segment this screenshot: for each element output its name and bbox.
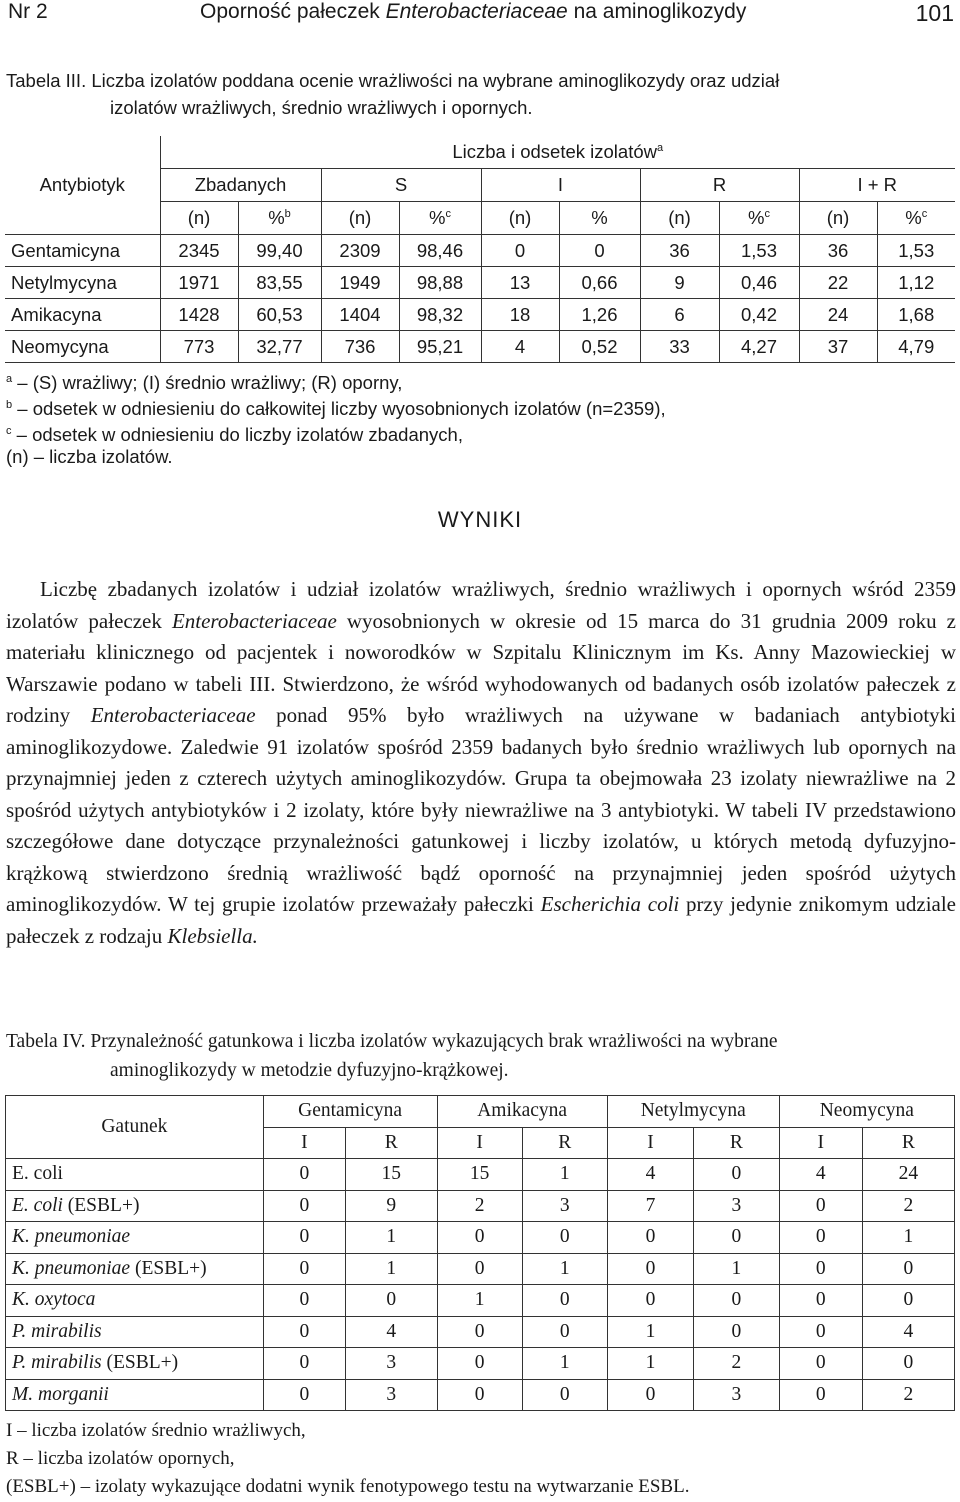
table3-subheader bbox=[399, 202, 481, 235]
table-cell: 0 bbox=[694, 1159, 780, 1191]
table3-caption-line2: izolatów wrażliwych, średnio wrażliwych i opornych. bbox=[110, 97, 533, 118]
table4-caption-line2: aminoglikozydy w metodzie dyfuzyjno-krążkowej. bbox=[110, 1060, 509, 1081]
table-row bbox=[6, 1190, 955, 1222]
table-cell: 4 bbox=[779, 1159, 862, 1191]
table-cell: 2345 bbox=[160, 235, 238, 267]
table-cell: 0 bbox=[437, 1316, 522, 1348]
footnote-text: (n) – liczba izolatów. bbox=[6, 446, 173, 467]
results-italic: Enterobacteriaceae bbox=[171, 608, 337, 633]
table4-antibiotic-header: Gentamicyna bbox=[263, 1096, 437, 1128]
table3-col-group: R bbox=[640, 169, 799, 202]
results-text: ponad 95% było wrażliwych na używane w badaniach antybiotyki aminoglikozydowe. Zaledwie 91 izolatów spośród 2359 badanych było średnio wrażliwych lub opornych na przynajmniej jeden z czterech użytych aminoglikozydów. Grupa ta obejmowała 23 izolaty niewrażliwe na 2 spośród użytych antybiotyków i 2 izolaty, które były niewrażliwe na 3 antybiotyki. W tabeli IV przedstawiono szczegółowe dane dotyczące przynależności gatunkowej i liczby izolatów, u których metodą dyfuzyjno-krążkową stwierdzono średnią wrażliwość bądź oporność na przynajmniej jeden spośród użytych aminoglikozydów. W tej grupie izolatów przeważały pałeczki bbox=[6, 703, 956, 916]
running-title-prefix: Oporność pałeczek bbox=[200, 0, 386, 23]
table-cell: 1949 bbox=[321, 267, 399, 299]
table3-subheader-text: % bbox=[268, 207, 285, 228]
table-cell: 1,53 bbox=[877, 235, 955, 267]
species-name bbox=[6, 1190, 264, 1222]
table-row bbox=[6, 1285, 955, 1317]
table-row bbox=[6, 1348, 955, 1380]
row-label: Neomycyna bbox=[5, 331, 160, 363]
table-cell: 0 bbox=[607, 1253, 693, 1285]
table-cell: 0 bbox=[263, 1190, 345, 1222]
table-cell: 33 bbox=[640, 331, 719, 363]
species-name bbox=[6, 1222, 264, 1254]
table-cell: 4,79 bbox=[877, 331, 955, 363]
footnote: (ESBL+) – izolaty wykazujące dodatni wynik fenotypowego testu na wytwarzanie ESBL. bbox=[6, 1476, 690, 1497]
table-cell: 0 bbox=[862, 1253, 954, 1285]
results-body bbox=[6, 574, 956, 952]
table-cell: 1,68 bbox=[877, 299, 955, 331]
species-italic: E. coli bbox=[12, 1194, 63, 1216]
footnote bbox=[6, 444, 173, 470]
table-cell: 3 bbox=[694, 1190, 780, 1222]
table-cell: 4 bbox=[607, 1159, 693, 1191]
species-italic: P. mirabilis bbox=[12, 1320, 102, 1342]
table-row bbox=[6, 1159, 955, 1191]
table3-subheader-text: (n) bbox=[348, 207, 372, 228]
footnote-marker: a bbox=[6, 373, 13, 385]
table4-ir-header: I bbox=[779, 1127, 862, 1159]
row-label: Netylmycyna bbox=[5, 267, 160, 299]
table-cell: 0 bbox=[559, 235, 640, 267]
table-cell: 0 bbox=[263, 1222, 345, 1254]
running-header bbox=[0, 0, 960, 28]
section-heading: WYNIKI bbox=[437, 507, 523, 532]
table3-subheader bbox=[160, 202, 238, 235]
table4-ir-header: R bbox=[862, 1127, 954, 1159]
table3-subheader-text: (n) bbox=[187, 207, 211, 228]
table-cell: 13 bbox=[481, 267, 559, 299]
table4-ir-header: I bbox=[263, 1127, 345, 1159]
table3-subheader-sup: b bbox=[284, 208, 291, 220]
table-cell: 0 bbox=[694, 1316, 780, 1348]
table-cell: 0 bbox=[522, 1316, 607, 1348]
table-cell: 98,32 bbox=[399, 299, 481, 331]
table-cell: 1 bbox=[522, 1348, 607, 1380]
table-cell: 3 bbox=[522, 1190, 607, 1222]
table-cell: 98,88 bbox=[399, 267, 481, 299]
species-italic: K. oxytoca bbox=[12, 1289, 96, 1311]
table-cell: 1,12 bbox=[877, 267, 955, 299]
table3-caption bbox=[6, 67, 956, 121]
footnote-text: – odsetek w odniesieniu do całkowitej liczby wyosobnionych izolatów (n=2359), bbox=[12, 398, 666, 419]
table3-subheader bbox=[481, 202, 559, 235]
table-cell: 0 bbox=[437, 1379, 522, 1411]
table-cell: 3 bbox=[346, 1348, 437, 1380]
table-cell: 36 bbox=[799, 235, 877, 267]
table4-ir-header: I bbox=[437, 1127, 522, 1159]
table-cell: 0 bbox=[779, 1379, 862, 1411]
table-cell: 0 bbox=[779, 1316, 862, 1348]
species-plain: (ESBL+) bbox=[130, 1257, 207, 1279]
table-cell: 3 bbox=[346, 1379, 437, 1411]
table-cell: 4 bbox=[481, 331, 559, 363]
table-row bbox=[5, 267, 955, 299]
table-cell: 0 bbox=[522, 1379, 607, 1411]
table-cell: 7 bbox=[607, 1190, 693, 1222]
table-cell: 1 bbox=[862, 1222, 954, 1254]
table4-antibiotic-header: Netylmycyna bbox=[607, 1096, 779, 1128]
table-cell: 1404 bbox=[321, 299, 399, 331]
table-cell: 0 bbox=[694, 1222, 780, 1254]
table-cell: 60,53 bbox=[238, 299, 321, 331]
table-cell: 0 bbox=[779, 1285, 862, 1317]
table4-ir-header: R bbox=[522, 1127, 607, 1159]
table4-ir-header: I bbox=[607, 1127, 693, 1159]
table3-col-group: Zbadanych bbox=[160, 169, 321, 202]
results-text: Liczbę zbadanych izolatów i udział izolatów wrażliwych, średnio wrażliwych i opornych wśród 2359 izolatów pałeczek bbox=[6, 577, 956, 633]
table-cell: 0 bbox=[263, 1316, 345, 1348]
table4-caption bbox=[6, 1027, 956, 1085]
species-name bbox=[6, 1285, 264, 1317]
footnote-marker: b bbox=[6, 399, 13, 411]
table4-ir-header: R bbox=[346, 1127, 437, 1159]
results-italic: Klebsiella. bbox=[167, 923, 258, 948]
results-italic: Escherichia coli bbox=[540, 892, 680, 916]
table-cell: 0 bbox=[263, 1348, 345, 1380]
table-cell: 9 bbox=[640, 267, 719, 299]
table-cell: 2 bbox=[437, 1190, 522, 1222]
table4-caption-line1: Przynależność gatunkowa i liczba izolatów wykazujących brak wrażliwości na wybrane bbox=[90, 1031, 778, 1052]
table-cell: 0 bbox=[694, 1285, 780, 1317]
table-cell: 4 bbox=[346, 1316, 437, 1348]
species-plain: (ESBL+) bbox=[62, 1194, 140, 1216]
table-cell: 1 bbox=[522, 1159, 607, 1191]
table3-col-group: I bbox=[481, 169, 640, 202]
table-cell: 1 bbox=[437, 1285, 522, 1317]
table3-subheader-text: % bbox=[748, 207, 765, 228]
table-cell: 736 bbox=[321, 331, 399, 363]
issue-number: Nr 2 bbox=[8, 0, 48, 23]
table-cell: 0 bbox=[481, 235, 559, 267]
running-title bbox=[200, 0, 746, 24]
table-cell: 1971 bbox=[160, 267, 238, 299]
table-cell: 99,40 bbox=[238, 235, 321, 267]
table3-subheader-sup: c bbox=[445, 208, 451, 220]
table3-col-group: S bbox=[321, 169, 481, 202]
table-cell: 2 bbox=[862, 1379, 954, 1411]
table-cell: 0 bbox=[607, 1285, 693, 1317]
running-title-italic: Enterobacteriaceae bbox=[385, 0, 568, 23]
footnote-marker: c bbox=[6, 425, 12, 437]
table3-corner bbox=[5, 136, 160, 169]
row-label: Gentamicyna bbox=[5, 235, 160, 267]
table3-subheader bbox=[559, 202, 640, 235]
table3-subheader-sup: c bbox=[921, 208, 928, 220]
species-name bbox=[6, 1159, 264, 1191]
table-cell: 0 bbox=[263, 1159, 345, 1191]
results-text: przy jedynie znikomym udziale pałeczek z rodzaju bbox=[6, 892, 957, 948]
table-cell: 1428 bbox=[160, 299, 238, 331]
species-italic: K. pneumoniae bbox=[12, 1257, 131, 1279]
species-italic: K. pneumoniae bbox=[12, 1226, 131, 1248]
table-cell: 0 bbox=[346, 1285, 437, 1317]
table-cell: 24 bbox=[862, 1159, 954, 1191]
table-cell: 1,26 bbox=[559, 299, 640, 331]
table-cell: 2 bbox=[862, 1190, 954, 1222]
table3-subheader-text: % bbox=[429, 207, 446, 228]
table3-subheader-text: (n) bbox=[668, 207, 691, 228]
footnote: I – liczba izolatów średnio wrażliwych, bbox=[6, 1420, 306, 1441]
table-cell: 0,66 bbox=[559, 267, 640, 299]
table3-subheader bbox=[321, 202, 399, 235]
results-paragraph bbox=[6, 574, 956, 952]
table-cell: 0 bbox=[522, 1285, 607, 1317]
table3-subheader-text: (n) bbox=[508, 207, 532, 228]
table3-subheader bbox=[640, 202, 719, 235]
table-cell: 15 bbox=[346, 1159, 437, 1191]
table-cell: 1,53 bbox=[719, 235, 799, 267]
table-cell: 0 bbox=[522, 1222, 607, 1254]
footnote: R – liczba izolatów opornych, bbox=[6, 1448, 235, 1469]
table3-antybiotyk-header: Antybiotyk bbox=[5, 169, 160, 202]
table3-subheader-text: % bbox=[591, 207, 608, 228]
table4 bbox=[5, 1095, 955, 1411]
table-cell: 0 bbox=[263, 1285, 345, 1317]
table3-group-header-text: Liczba i odsetek izolatów bbox=[452, 141, 657, 162]
table-row bbox=[5, 235, 955, 267]
table-cell: 1 bbox=[607, 1316, 693, 1348]
table-cell: 0 bbox=[437, 1253, 522, 1285]
table-cell: 6 bbox=[640, 299, 719, 331]
species-name bbox=[6, 1316, 264, 1348]
table-cell: 2 bbox=[694, 1348, 780, 1380]
table-cell: 0 bbox=[437, 1348, 522, 1380]
table-cell: 22 bbox=[799, 267, 877, 299]
table-cell: 0 bbox=[779, 1222, 862, 1254]
table-cell: 18 bbox=[481, 299, 559, 331]
table-row bbox=[5, 331, 955, 363]
table-cell: 2309 bbox=[321, 235, 399, 267]
table3-subheader bbox=[799, 202, 877, 235]
running-title-suffix: na aminoglikozydy bbox=[567, 0, 747, 23]
table-cell: 4 bbox=[862, 1316, 954, 1348]
table4-label: Tabela IV. bbox=[6, 1031, 86, 1052]
table-cell: 1 bbox=[694, 1253, 780, 1285]
table-cell: 1 bbox=[346, 1222, 437, 1254]
table-cell: 0 bbox=[607, 1379, 693, 1411]
table-cell: 0 bbox=[607, 1222, 693, 1254]
table3-group-header-sup: a bbox=[657, 142, 664, 154]
table-cell: 98,46 bbox=[399, 235, 481, 267]
table3-label: Tabela III. bbox=[6, 70, 87, 91]
species-plain: (ESBL+) bbox=[101, 1352, 179, 1374]
table-row bbox=[5, 299, 955, 331]
table3-caption-line1: Liczba izolatów poddana ocenie wrażliwości na wybrane aminoglikozydy oraz udział bbox=[91, 70, 780, 91]
table-cell: 1 bbox=[346, 1253, 437, 1285]
table-row bbox=[6, 1379, 955, 1411]
table-cell: 0 bbox=[779, 1253, 862, 1285]
table-cell: 0 bbox=[779, 1348, 862, 1380]
table4-antibiotic-header: Neomycyna bbox=[779, 1096, 954, 1128]
table3-subheader-text: % bbox=[905, 207, 922, 228]
table-row bbox=[6, 1253, 955, 1285]
table-row bbox=[6, 1222, 955, 1254]
species-name bbox=[6, 1253, 264, 1285]
table-cell: 1 bbox=[522, 1253, 607, 1285]
table-cell: 9 bbox=[346, 1190, 437, 1222]
table-cell: 0 bbox=[263, 1253, 345, 1285]
footnote-text: – (S) wrażliwy; (I) średnio wrażliwy; (R) oporny, bbox=[12, 372, 403, 393]
page-number: 101 bbox=[915, 0, 954, 26]
table4-antibiotic-header: Amikacyna bbox=[437, 1096, 607, 1128]
results-text: wyosobnionych w okresie od 15 marca do 31 grudnia 2009 roku z materiału klinicznego od pacjentek i noworodków w Szpitalu Klinicznym im Ks. Anny Mazowieckiej w Warszawie podano w tabeli III. Stwierdzono, że wśród wyhodowanych od badanych osób izolatów pałeczek z rodziny bbox=[6, 608, 956, 727]
table-cell: 3 bbox=[694, 1379, 780, 1411]
table-cell: 0 bbox=[263, 1379, 345, 1411]
table-cell: 0 bbox=[779, 1190, 862, 1222]
species-name bbox=[6, 1379, 264, 1411]
table-cell: 0 bbox=[862, 1348, 954, 1380]
table-cell: 773 bbox=[160, 331, 238, 363]
table-cell: 0 bbox=[437, 1222, 522, 1254]
table-cell: 1 bbox=[607, 1348, 693, 1380]
table-cell: 95,21 bbox=[399, 331, 481, 363]
species-name bbox=[6, 1348, 264, 1380]
table-cell: 0,52 bbox=[559, 331, 640, 363]
species-italic: P. mirabilis bbox=[12, 1352, 102, 1374]
table3-col-group: I + R bbox=[799, 169, 955, 202]
footnote-text: – odsetek w odniesieniu do liczby izolatów zbadanych, bbox=[11, 424, 463, 445]
results-italic: Enterobacteriaceae bbox=[90, 703, 256, 727]
table4-gatunek-header: Gatunek bbox=[6, 1096, 264, 1159]
table-cell: 32,77 bbox=[238, 331, 321, 363]
row-label: Amikacyna bbox=[5, 299, 160, 331]
table-cell: 15 bbox=[437, 1159, 522, 1191]
table-cell: 4,27 bbox=[719, 331, 799, 363]
species-plain: E. coli bbox=[12, 1163, 63, 1185]
table3-subheader-sup: c bbox=[764, 208, 770, 220]
table3-group-header bbox=[160, 136, 955, 169]
table-cell: 0 bbox=[862, 1285, 954, 1317]
table3-subheader-text: (n) bbox=[826, 207, 850, 228]
table3-subheader-empty bbox=[5, 202, 160, 235]
table-cell: 83,55 bbox=[238, 267, 321, 299]
table-row bbox=[6, 1316, 955, 1348]
table-cell: 0,46 bbox=[719, 267, 799, 299]
table-cell: 0,42 bbox=[719, 299, 799, 331]
table-cell: 24 bbox=[799, 299, 877, 331]
species-italic: M. morganii bbox=[12, 1383, 109, 1405]
table3-subheader bbox=[877, 202, 955, 235]
table-cell: 36 bbox=[640, 235, 719, 267]
table3 bbox=[5, 136, 955, 363]
table4-ir-header: R bbox=[694, 1127, 780, 1159]
table-cell: 37 bbox=[799, 331, 877, 363]
table3-subheader bbox=[719, 202, 799, 235]
table3-subheader bbox=[238, 202, 321, 235]
